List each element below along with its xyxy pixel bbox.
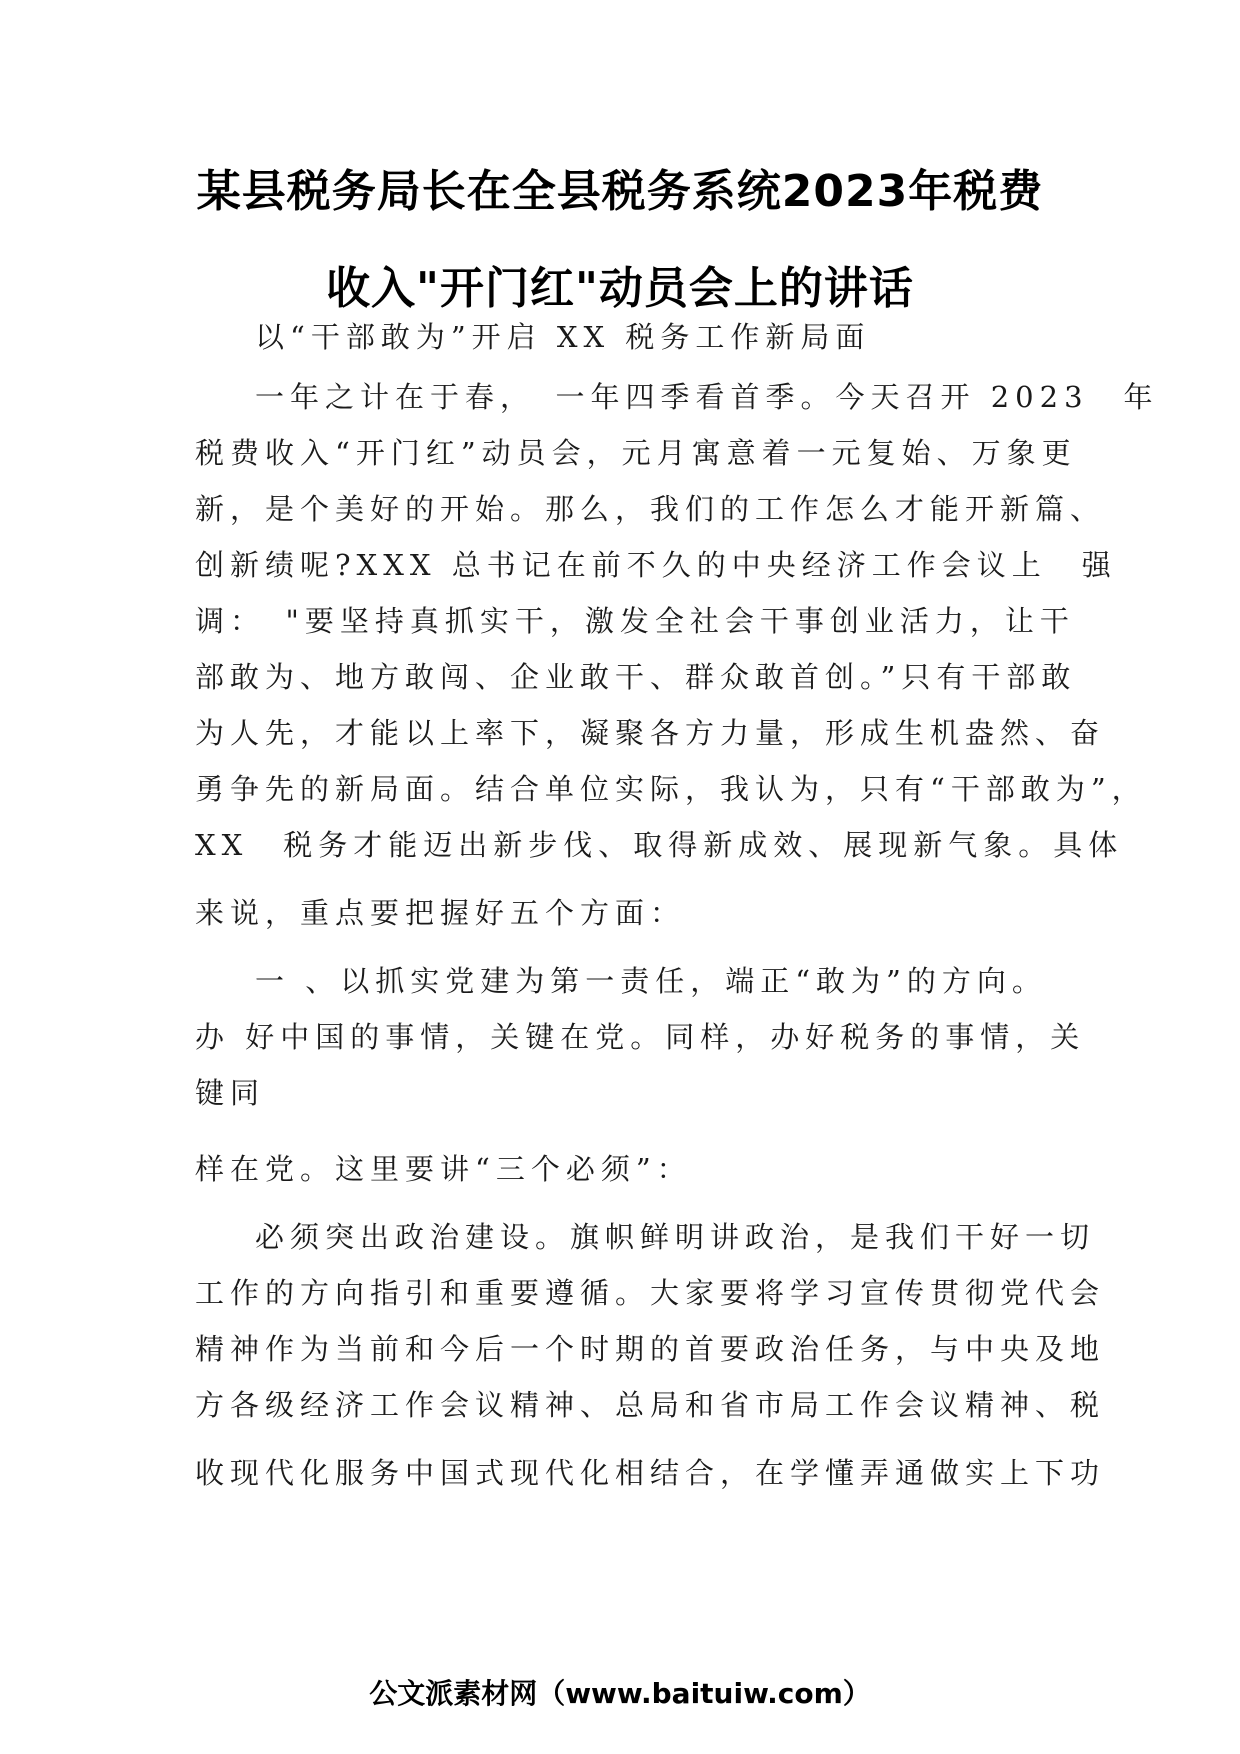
body-line: 精神作为当前和今后一个时期的首要政治任务，与中央及地 [195,1332,1106,1366]
document-title-line-2: 收入"开门红"动员会上的讲话 [326,263,914,314]
body-line: XX 税务才能迈出新步伐、取得新成效、展现新气象。具体 [195,828,1124,862]
document-title-line-1: 某县税务局长在全县税务系统2023年税费 [196,166,1044,217]
body-line: 来说，重点要把握好五个方面： [195,896,686,930]
body-line: 一年之计在于春， 一年四季看首季。今天召开 2023 年 [255,380,1159,414]
document-body [195,309,1159,1501]
body-line: 收现代化服务中国式现代化相结合，在学懂弄通做实上下功 [195,1456,1106,1490]
body-line: 新，是个美好的开始。那么，我们的工作怎么才能开新篇、 [195,492,1106,526]
body-line: 税费收入“开门红”动员会，元月寓意着一元复始、万象更 [195,436,1077,470]
body-line: 键同 [195,1076,266,1110]
section-heading: 一 、以抓实党建为第一责任，端正“敢为”的方向。 [255,964,1047,998]
footer-source: 公文派素材网（www.baituiw.com） [369,1677,871,1710]
body-line: 工作的方向指引和重要遵循。大家要将学习宣传贯彻党代会 [195,1276,1106,1310]
body-line: 为人先，才能以上率下，凝聚各方力量，形成生机盎然、奋 [195,716,1106,750]
body-line: 必须突出政治建设。旗帜鲜明讲政治，是我们干好一切 [255,1220,1096,1254]
body-line: 办 好中国的事情，关键在党。同样，办好税务的事情，关 [195,1020,1086,1054]
subtitle-line: 以“干部敢为”开启 XX 税务工作新局面 [255,320,871,354]
body-line: 方各级经济工作会议精神、总局和省市局工作会议精神、税 [195,1388,1106,1422]
body-line: 调： "要坚持真抓实干，激发全社会干事创业活力，让干 [195,604,1075,638]
body-line: 部敢为、地方敢闯、企业敢干、群众敢首创。”只有干部敢 [195,660,1077,694]
body-line: 勇争先的新局面。结合单位实际，我认为，只有“干部敢为”， [195,772,1147,806]
body-line: 创新绩呢?XXX 总书记在前不久的中央经济工作会议上 强 [195,548,1117,582]
body-line: 样在党。这里要讲“三个必须”： [195,1152,692,1186]
